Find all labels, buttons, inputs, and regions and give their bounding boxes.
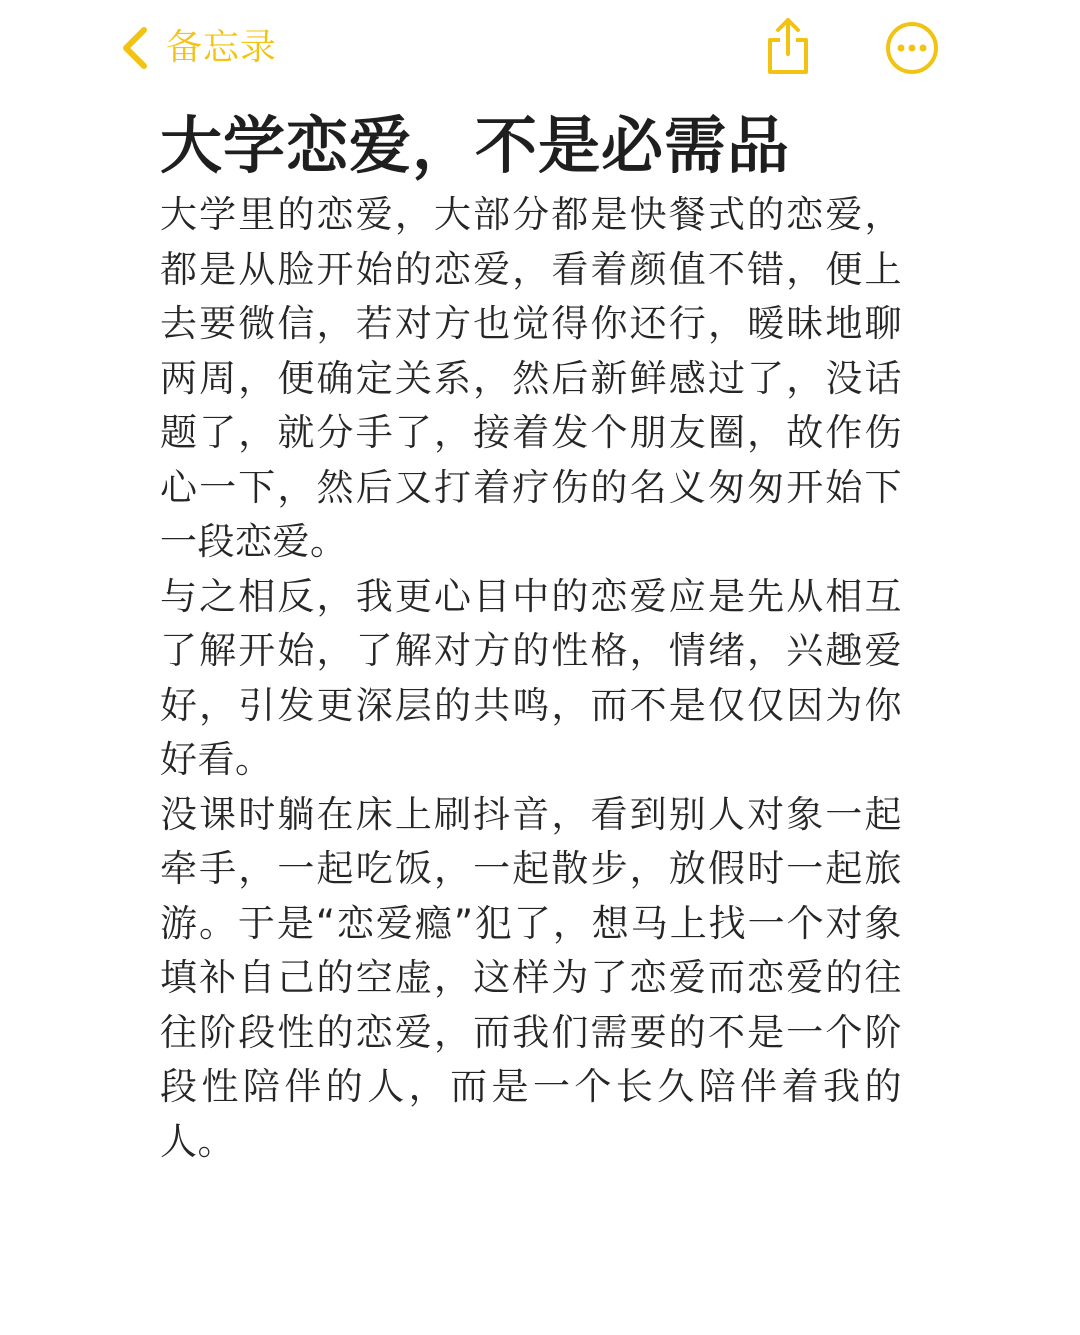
more-button[interactable]: [884, 20, 940, 76]
share-icon: [764, 16, 812, 76]
back-button[interactable]: [118, 20, 277, 76]
note-paragraph: 没课时躺在床上刷抖音，看到别人对象一起牵手，一起吃饭，一起散步，放假时一起旅游。于是“恋爱瘾”犯了，想马上找一个对象填补自己的空虚，这样为了恋爱而恋爱的往往阶段性的恋爱，而我们需要的不是一个阶段性陪伴的人，而是一个长久陪伴着我的人。: [160, 792, 902, 1163]
note-title: 大学恋爱，不是必需品: [160, 109, 791, 182]
note-paragraph: 与之相反，我更心目中的恋爱应是先从相互了解开始，了解对方的性格，情绪，兴趣爱好，引发更深层的共鸣，而不是仅仅因为你好看。: [160, 574, 902, 781]
navigation-bar: [0, 0, 1080, 100]
note-body[interactable]: [160, 188, 902, 1169]
back-label: 备忘录: [166, 27, 278, 68]
chevron-left-icon: [118, 24, 152, 72]
ellipsis-circle-icon: [884, 20, 940, 76]
share-button[interactable]: [764, 16, 812, 76]
note-paragraph: 大学里的恋爱，大部分都是快餐式的恋爱，都是从脸开始的恋爱，看着颜值不错，便上去要微信，若对方也觉得你还行，暧昧地聊两周，便确定关系，然后新鲜感过了，没话题了，就分手了，接着发个朋友圈，故作伤心一下，然后又打着疗伤的名义匆匆开始下一段恋爱。: [160, 193, 902, 563]
